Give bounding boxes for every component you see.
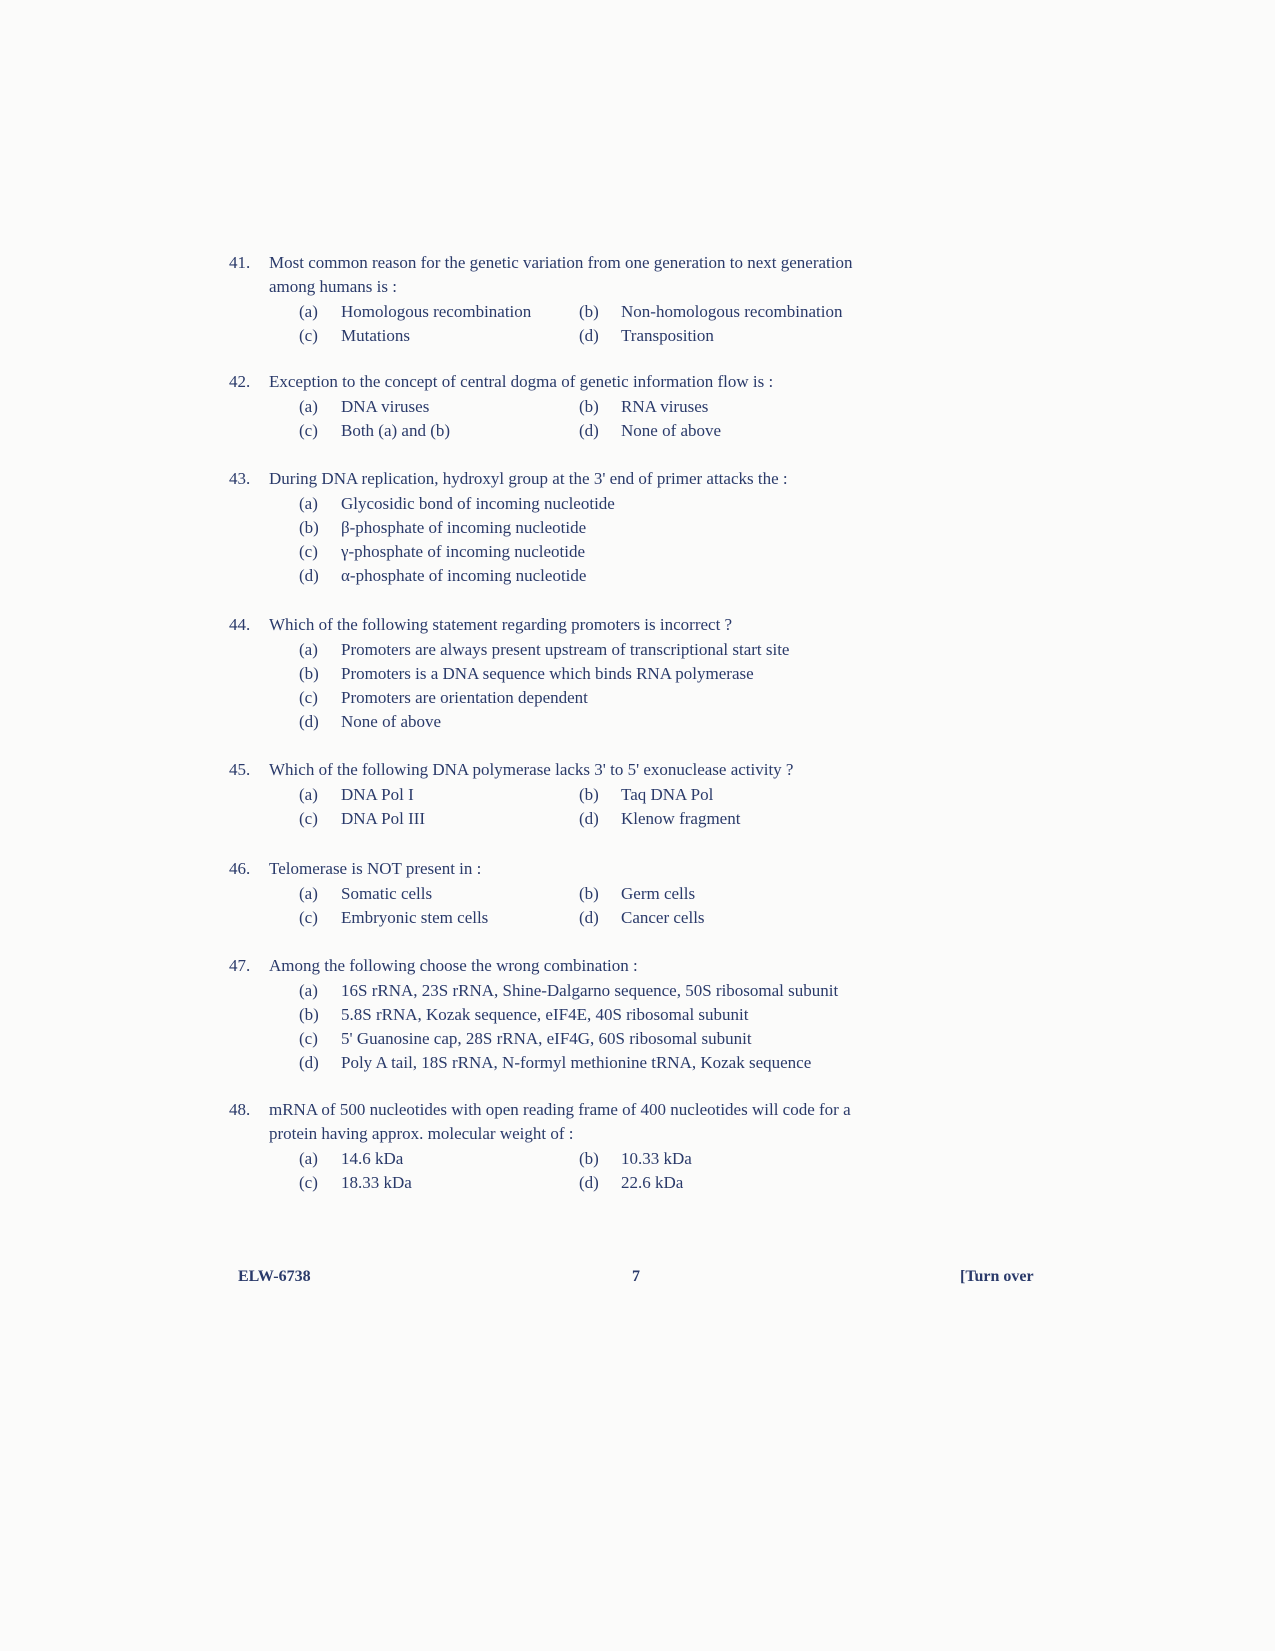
option-c: (c) γ-phosphate of incoming nucleotide [299,542,586,561]
option-a: (a) DNA Pol I [299,785,414,804]
question-47 [229,954,869,1075]
option-b: (b) Promoters is a DNA sequence which binds RNA polymerase [299,664,754,683]
question-text: Telomerase is NOT present in : [269,859,482,878]
option-a: (a) DNA viruses [299,397,430,416]
option-c: (c) Both (a) and (b) [299,421,451,440]
option-a: (a) 14.6 kDa [299,1149,404,1168]
option-a: (a) Promoters are always present upstream of transcriptional start site [299,640,790,659]
question-number: 41. [229,253,251,272]
option-b: (b) β-phosphate of incoming nucleotide [299,518,587,537]
option-d: (d) Poly A tail, 18S rRNA, N-formyl methionine tRNA, Kozak sequence [299,1053,812,1072]
option-c: (c) Embryonic stem cells [299,908,489,927]
option-c: (c) Promoters are orientation dependent [299,688,588,707]
option-d: (d) 22.6 kDa [579,1173,684,1192]
option-b: (b) Taq DNA Pol [579,785,714,804]
question-number: 43. [229,469,251,488]
option-d: (d) Cancer cells [579,908,705,927]
options [299,882,869,930]
option-c: (c) DNA Pol III [299,809,426,828]
options [299,638,869,734]
question-48 [229,1098,869,1195]
question-text: Which of the following statement regarding promoters is incorrect ? [269,615,733,634]
option-b: (b) 10.33 kDa [579,1149,692,1168]
option-d: (d) Transposition [579,326,714,345]
question-text: Exception to the concept of central dogma of genetic information flow is : [269,372,774,391]
question-number: 44. [229,615,251,634]
question-number: 45. [229,760,251,779]
option-a: (a) 16S rRNA, 23S rRNA, Shine-Dalgarno sequence, 50S ribosomal subunit [299,981,839,1000]
option-d: (d) Klenow fragment [579,809,741,828]
question-number: 47. [229,956,251,975]
option-a: (a) Glycosidic bond of incoming nucleotide [299,494,615,513]
option-d: (d) None of above [579,421,722,440]
option-a: (a) Homologous recombination [299,302,532,321]
option-d: (d) α-phosphate of incoming nucleotide [299,566,587,585]
question-43 [229,467,869,588]
question-42 [229,370,869,443]
question-text: During DNA replication, hydroxyl group at the 3' end of primer attacks the : [269,469,788,488]
options [299,1147,869,1195]
options [299,783,869,831]
question-text: Most common reason for the genetic variation from one generation to next generation among humans is : [269,253,853,296]
question-45 [229,758,869,831]
option-d: (d) None of above [299,712,442,731]
question-44 [229,613,869,734]
turn-over-note: [Turn over [960,1268,1034,1285]
page-number: 7 [632,1268,640,1285]
exam-code: ELW-6738 [238,1268,311,1285]
option-c: (c) Mutations [299,326,410,345]
options [299,395,869,443]
question-text: Which of the following DNA polymerase lacks 3' to 5' exonuclease activity ? [269,760,794,779]
option-c: (c) 18.33 kDa [299,1173,412,1192]
option-c: (c) 5' Guanosine cap, 28S rRNA, eIF4G, 60S ribosomal subunit [299,1029,752,1048]
options [299,492,869,588]
option-b: (b) RNA viruses [579,397,709,416]
option-b: (b) 5.8S rRNA, Kozak sequence, eIF4E, 40S ribosomal subunit [299,1005,749,1024]
option-b: (b) Germ cells [579,884,696,903]
question-text: Among the following choose the wrong combination : [269,956,638,975]
question-number: 46. [229,859,251,878]
question-number: 48. [229,1100,251,1119]
option-a: (a) Somatic cells [299,884,433,903]
question-text: mRNA of 500 nucleotides with open reading frame of 400 nucleotides will code for a protein having approx. molecular weight of : [269,1100,851,1143]
option-b: (b) Non-homologous recombination [579,302,843,321]
options [299,979,869,1075]
options [299,300,869,348]
question-46 [229,857,869,930]
question-number: 42. [229,372,251,391]
question-41 [229,251,869,348]
